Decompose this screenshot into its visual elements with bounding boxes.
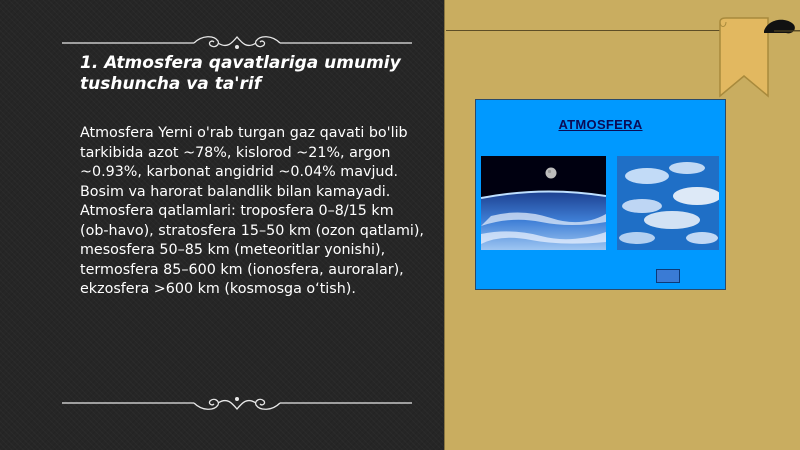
clouds-photo <box>617 156 719 250</box>
scroll-curl-icon <box>764 17 800 37</box>
embedded-slide <box>475 99 726 290</box>
slide-nav-icon <box>656 269 680 283</box>
ornament-bottom-icon <box>62 393 412 413</box>
slide-body-text: Atmosfera Yerni o'rab turgan gaz qavati bo'lib tarkibida azot ~78%, kislorod ~21%, argon ~0.93%, karbonat angidrid ~0.04% mavjud. Bosim va harorat balandlik bilan kamayadi. Atmosfera qatlamlari: troposfera 0–8/15 km (ob-havo), stratosfera 15–50 km (ozon qatlami), mesosfera 50–85 km (meteoritlar yonishi), termosfera 85–600 km (ionosfera, auroralar), ekzosfera >600 km (kosmosga o‘tish). <box>80 125 424 297</box>
slide-title: 1. Atmosfera qavatlariga umumiy tushuncha va ta'rif <box>80 53 401 94</box>
embedded-slide-title: ATMOSFERA <box>558 117 643 132</box>
earth-from-space-photo <box>481 156 606 250</box>
ornament-top-icon <box>62 33 412 53</box>
